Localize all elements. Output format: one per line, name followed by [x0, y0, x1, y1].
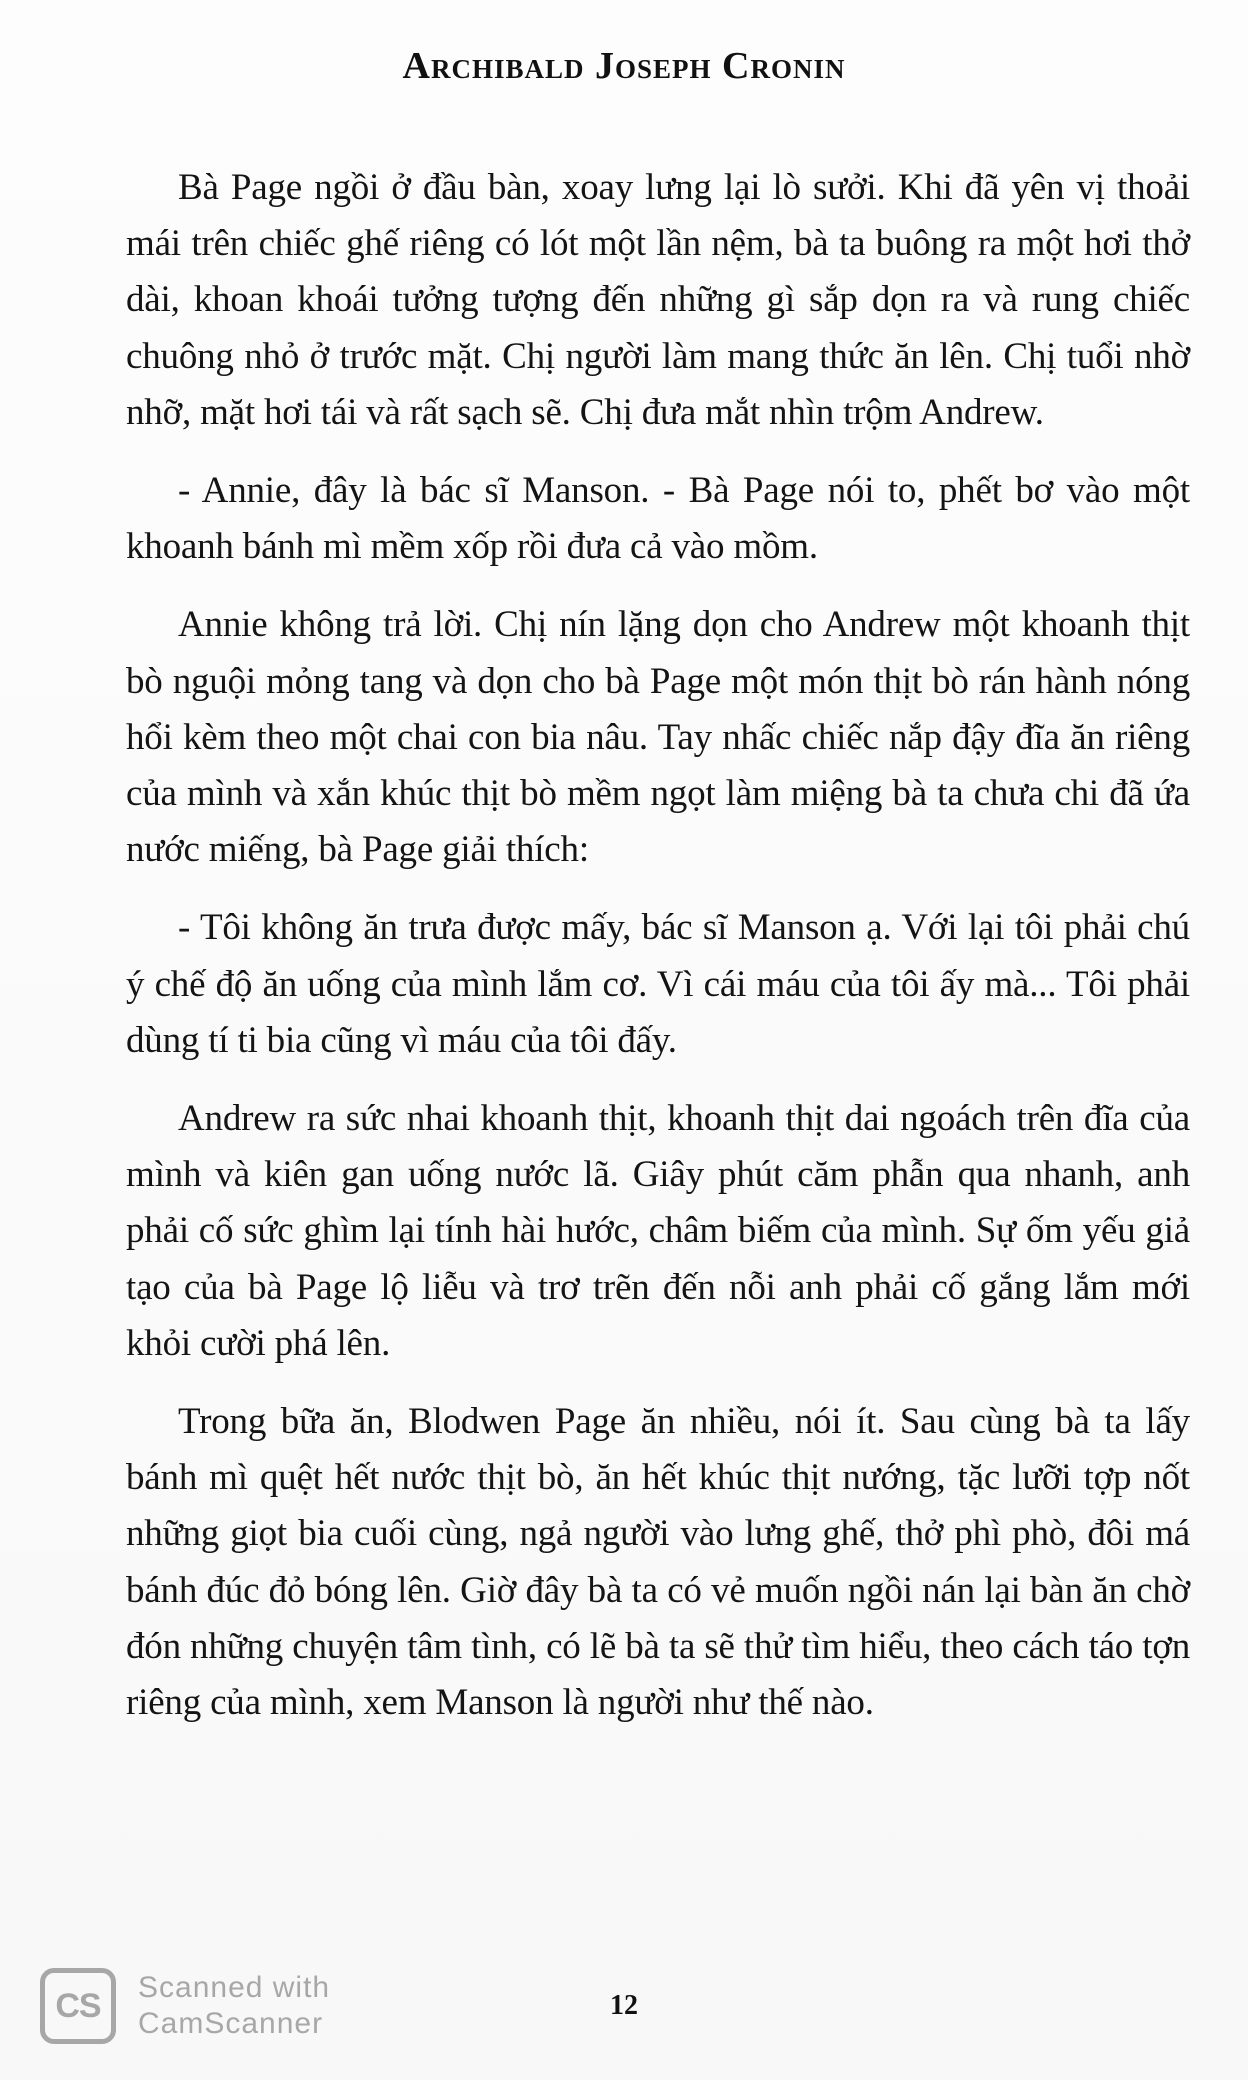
- paragraph-5: Andrew ra sức nhai khoanh thịt, khoanh thịt dai ngoách trên đĩa của mình và kiên gan uống nước lã. Giây phút căm phẫn qua nhanh, anh phải cố sức ghìm lại tính hài hước, châm biếm của mình. Sự ốm yếu giả tạo của bà Page lộ liễu và trơ trẽn đến nỗi anh phải cố gắng lắm mới khỏi cười phá lên.: [126, 1098, 1190, 1364]
- watermark-text: [138, 1970, 330, 2042]
- paragraph-4: - Tôi không ăn trưa được mấy, bác sĩ Manson ạ. Với lại tôi phải chú ý chế độ ăn uống của mình lắm cơ. Vì cái máu của tôi ấy mà... Tôi phải dùng tí ti bia cũng vì máu của tôi đấy.: [126, 907, 1190, 1061]
- paragraph-2: - Annie, đây là bác sĩ Manson. - Bà Page nói to, phết bơ vào một khoanh bánh mì mềm xốp rồi đưa cả vào mồm.: [126, 470, 1190, 568]
- paragraph-3: Annie không trả lời. Chị nín lặng dọn cho Andrew một khoanh thịt bò nguội mỏng tang và dọn cho bà Page một món thịt bò rán hành nóng hổi kèm theo một chai con bia nâu. Tay nhấc chiếc nắp đậy đĩa ăn riêng của mình và xắn khúc thịt bò mềm ngọt làm miệng bà ta chưa chi đã ứa nước miếng, bà Page giải thích:: [126, 604, 1190, 871]
- body-text: [126, 160, 1190, 1753]
- camscanner-logo-icon: CS: [40, 1968, 116, 2044]
- page-number: 12: [610, 1990, 638, 2021]
- paragraph-6: Trong bữa ăn, Blodwen Page ăn nhiều, nói ít. Sau cùng bà ta lấy bánh mì quệt hết nước thịt bò, ăn hết khúc thịt nướng, tặc lưỡi tợp nốt những giọt bia cuối cùng, ngả người vào lưng ghế, thở phì phò, đôi má bánh đúc đỏ bóng lên. Giờ đây bà ta có vẻ muốn ngồi nán lại bàn ăn chờ đón những chuyện tâm tình, có lẽ bà ta sẽ thử tìm hiểu, theo cách táo tợn riêng của mình, xem Manson là người như thế nào.: [126, 1401, 1190, 1724]
- paragraph-1: Bà Page ngồi ở đầu bàn, xoay lưng lại lò sưởi. Khi đã yên vị thoải mái trên chiếc ghế riêng có lót một lần nệm, bà ta buông ra một hơi thở dài, khoan khoái tưởng tượng đến những gì sắp dọn ra và rung chiếc chuông nhỏ ở trước mặt. Chị người làm mang thức ăn lên. Chị tuổi nhờ nhỡ, mặt hơi tái và rất sạch sẽ. Chị đưa mắt nhìn trộm Andrew.: [126, 167, 1190, 433]
- running-head-title: Archibald Joseph Cronin: [402, 45, 846, 87]
- camscanner-watermark: [40, 1968, 330, 2044]
- watermark-line-2: CamScanner: [138, 2007, 324, 2040]
- watermark-line-1: Scanned with: [138, 1971, 331, 2004]
